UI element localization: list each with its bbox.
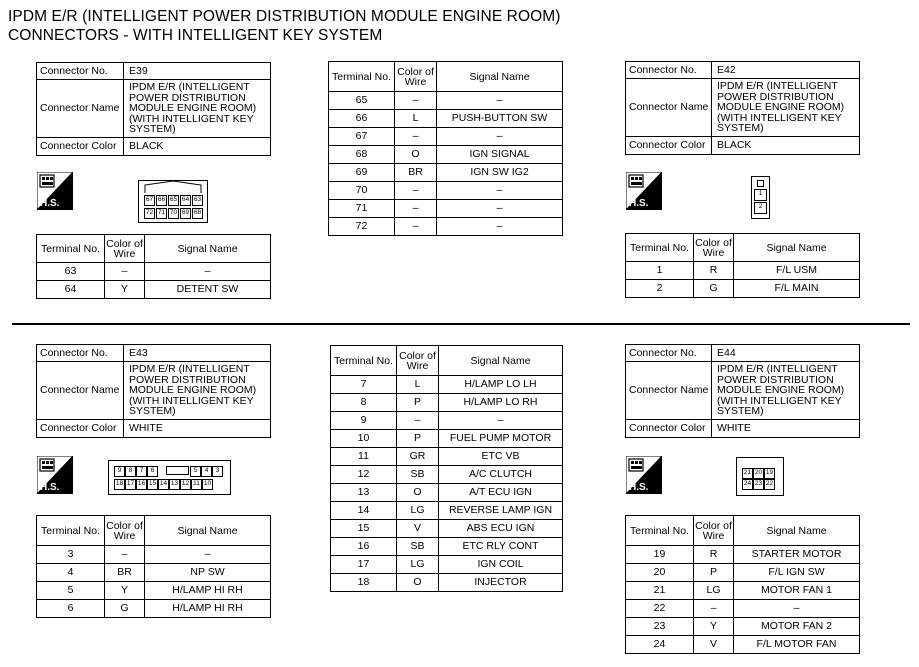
signal-name-cell: – — [439, 412, 563, 430]
pin: 13 — [169, 479, 180, 490]
terminal-no-cell: 68 — [329, 146, 395, 164]
pin: 71 — [156, 208, 167, 219]
terminal-no-cell: 24 — [626, 636, 694, 654]
terminal-no-cell: 69 — [329, 164, 395, 182]
signal-name-cell: INJECTOR — [439, 574, 563, 592]
terminal-no-cell: 1 — [626, 262, 694, 280]
terminal-no-header: Terminal No. — [37, 516, 105, 546]
terminal-no-cell: 9 — [331, 412, 397, 430]
page-title-line1: IPDM E/R (INTELLIGENT POWER DISTRIBUTION MODULE ENGINE ROOM) — [8, 8, 561, 25]
wire-color-cell: V — [397, 520, 439, 538]
signal-name-cell: F/L MOTOR FAN — [734, 636, 860, 654]
terminal-no-cell: 15 — [331, 520, 397, 538]
signal-name-cell: MOTOR FAN 1 — [734, 582, 860, 600]
wire-color-cell: BR — [395, 164, 437, 182]
wire-color-cell: Y — [105, 582, 145, 600]
signal-name-cell: H/LAMP HI RH — [145, 582, 271, 600]
terminal-no-cell: 64 — [37, 281, 105, 299]
signal-name-cell: F/L USM — [734, 262, 860, 280]
terminal-no-header: Terminal No. — [329, 62, 395, 92]
wire-color-cell: O — [397, 574, 439, 592]
table-row — [37, 582, 271, 600]
pin: 65 — [168, 195, 179, 206]
terminal-no-header: Terminal No. — [626, 516, 694, 546]
pin: 5 — [190, 466, 201, 477]
wire-color-cell: V — [694, 636, 734, 654]
wire-color-cell: Y — [694, 618, 734, 636]
terminal-no-cell: 23 — [626, 618, 694, 636]
table-row — [626, 262, 860, 280]
connector-color-label: Connector Color — [626, 420, 712, 438]
connector-color-value: BLACK — [124, 138, 271, 156]
signal-name-cell: – — [734, 600, 860, 618]
wire-color-cell: O — [397, 484, 439, 502]
connector-color-value: WHITE — [124, 420, 271, 438]
terminal-no-cell: 6 — [37, 600, 105, 618]
connector-no-value: E39 — [124, 63, 271, 80]
pin: 14 — [158, 479, 169, 490]
hs-label: H.S. — [629, 482, 649, 493]
connector-face-e39 — [138, 180, 208, 223]
connector-info-e44 — [625, 344, 860, 438]
signal-name-cell: – — [145, 263, 271, 281]
wire-color-cell: Y — [105, 281, 145, 299]
wire-color-cell: – — [395, 128, 437, 146]
wire-color-cell: – — [395, 182, 437, 200]
table-row — [331, 412, 563, 430]
terminal-no-cell: 65 — [329, 92, 395, 110]
signal-name-header: Signal Name — [734, 234, 860, 262]
wire-color-cell: L — [397, 376, 439, 394]
pin: 68 — [192, 208, 203, 219]
terminal-no-cell: 19 — [626, 546, 694, 564]
terminal-table-e42 — [625, 233, 860, 298]
signal-name-cell: – — [437, 182, 563, 200]
wire-color-cell: LG — [397, 502, 439, 520]
wire-color-cell: R — [694, 546, 734, 564]
table-row — [331, 556, 563, 574]
terminal-no-header: Terminal No. — [37, 235, 105, 263]
pin: 72 — [144, 208, 155, 219]
terminal-no-cell: 71 — [329, 200, 395, 218]
table-row — [331, 394, 563, 412]
terminal-no-cell: 2 — [626, 280, 694, 298]
pin: 2 — [754, 202, 767, 214]
table-row — [37, 263, 271, 281]
connector-name-label: Connector Name — [626, 362, 712, 420]
table-row — [37, 600, 271, 618]
hs-icon — [626, 172, 662, 210]
terminal-no-cell: 14 — [331, 502, 397, 520]
wire-color-cell: P — [694, 564, 734, 582]
pin: 1 — [754, 189, 767, 201]
connector-info-e43 — [36, 344, 271, 438]
terminal-no-cell: 70 — [329, 182, 395, 200]
wire-color-cell: SB — [397, 466, 439, 484]
section-divider — [12, 323, 910, 325]
terminal-no-cell: 17 — [331, 556, 397, 574]
pin: 9 — [114, 466, 125, 477]
wire-color-cell: BR — [105, 564, 145, 582]
signal-name-cell: NP SW — [145, 564, 271, 582]
signal-name-cell: – — [145, 546, 271, 564]
page-title-line2: CONNECTORS - WITH INTELLIGENT KEY SYSTEM — [8, 27, 383, 44]
pin: 70 — [168, 208, 179, 219]
wire-color-cell: G — [105, 600, 145, 618]
hs-label: H.S. — [40, 198, 60, 209]
table-row — [329, 164, 563, 182]
table-row — [626, 618, 860, 636]
terminal-no-cell: 3 — [37, 546, 105, 564]
signal-name-cell: STARTER MOTOR — [734, 546, 860, 564]
terminal-no-cell: 4 — [37, 564, 105, 582]
signal-name-cell: IGN COIL — [439, 556, 563, 574]
table-row — [331, 484, 563, 502]
signal-name-cell: F/L IGN SW — [734, 564, 860, 582]
wire-color-cell: LG — [397, 556, 439, 574]
table-row — [331, 574, 563, 592]
signal-name-cell: ETC RLY CONT — [439, 538, 563, 556]
wire-color-cell: – — [395, 92, 437, 110]
terminal-no-cell: 5 — [37, 582, 105, 600]
table-row — [329, 110, 563, 128]
pin: 6 — [147, 466, 158, 477]
signal-name-header: Signal Name — [439, 346, 563, 376]
pin: 12 — [180, 479, 191, 490]
table-row — [331, 448, 563, 466]
table-row — [331, 538, 563, 556]
terminal-no-cell: 18 — [331, 574, 397, 592]
signal-name-cell: H/LAMP HI RH — [145, 600, 271, 618]
table-row — [331, 430, 563, 448]
wire-color-cell: SB — [397, 538, 439, 556]
terminal-table-e43-continued — [330, 345, 563, 592]
terminal-table-e39 — [36, 234, 271, 299]
signal-name-header: Signal Name — [437, 62, 563, 92]
wire-color-cell: GR — [397, 448, 439, 466]
terminal-no-cell: 66 — [329, 110, 395, 128]
wire-color-cell: – — [105, 263, 145, 281]
signal-name-cell: A/T ECU IGN — [439, 484, 563, 502]
pin: 18 — [114, 479, 125, 490]
signal-name-cell: REVERSE LAMP IGN — [439, 502, 563, 520]
terminal-no-cell: 21 — [626, 582, 694, 600]
wire-color-cell: O — [395, 146, 437, 164]
table-row — [331, 520, 563, 538]
table-row — [329, 128, 563, 146]
pin: 15 — [147, 479, 158, 490]
signal-name-cell: – — [437, 218, 563, 236]
terminal-no-cell: 67 — [329, 128, 395, 146]
color-of-wire-header: Color of Wire — [105, 235, 145, 263]
wire-color-cell: – — [395, 218, 437, 236]
wire-color-cell: G — [694, 280, 734, 298]
connector-color-value: WHITE — [712, 420, 860, 438]
terminal-no-cell: 13 — [331, 484, 397, 502]
wire-color-cell: – — [105, 546, 145, 564]
signal-name-cell: H/LAMP LO RH — [439, 394, 563, 412]
signal-name-cell: DETENT SW — [145, 281, 271, 299]
connector-color-label: Connector Color — [626, 137, 712, 155]
terminal-no-header: Terminal No. — [331, 346, 397, 376]
pin: 64 — [180, 195, 191, 206]
signal-name-cell: FUEL PUMP MOTOR — [439, 430, 563, 448]
pin: 17 — [125, 479, 136, 490]
signal-name-cell: A/C CLUTCH — [439, 466, 563, 484]
signal-name-cell: – — [437, 200, 563, 218]
connector-name-value: IPDM E/R (INTELLIGENT POWER DISTRIBUTION MODULE ENGINE ROOM) (WITH INTELLIGENT KEY SYSTEM) — [712, 362, 860, 420]
table-row — [329, 218, 563, 236]
wire-color-cell: – — [694, 600, 734, 618]
terminal-no-cell: 10 — [331, 430, 397, 448]
table-row — [329, 146, 563, 164]
table-row — [329, 92, 563, 110]
table-row — [329, 182, 563, 200]
hs-icon — [37, 172, 73, 210]
hs-label: H.S. — [40, 482, 60, 493]
connector-face-e44 — [736, 457, 784, 496]
connector-color-label: Connector Color — [37, 138, 124, 156]
connector-no-value: E44 — [712, 345, 860, 362]
color-of-wire-header: Color of Wire — [397, 346, 439, 376]
connector-latch — [166, 466, 189, 475]
terminal-no-cell: 7 — [331, 376, 397, 394]
wire-color-cell: P — [397, 394, 439, 412]
color-of-wire-header: Color of Wire — [395, 62, 437, 92]
wire-color-cell: L — [395, 110, 437, 128]
pin: 19 — [764, 468, 775, 479]
signal-name-header: Signal Name — [145, 235, 271, 263]
terminal-no-cell: 16 — [331, 538, 397, 556]
pin: 67 — [144, 195, 155, 206]
pin: 22 — [764, 479, 775, 490]
connector-face-e43 — [108, 460, 231, 495]
connector-color-label: Connector Color — [37, 420, 124, 438]
pin: 4 — [201, 466, 212, 477]
terminal-no-cell: 12 — [331, 466, 397, 484]
terminal-no-cell: 22 — [626, 600, 694, 618]
connector-name-label: Connector Name — [626, 79, 712, 137]
signal-name-header: Signal Name — [145, 516, 271, 546]
terminal-table-e43 — [36, 515, 271, 618]
connector-name-label: Connector Name — [37, 80, 124, 138]
wire-color-cell: – — [395, 200, 437, 218]
connector-face-e42 — [751, 176, 770, 219]
pin: 3 — [212, 466, 223, 477]
wire-color-cell: P — [397, 430, 439, 448]
pin: 24 — [742, 479, 753, 490]
connector-no-label: Connector No. — [626, 62, 712, 79]
connector-name-value: IPDM E/R (INTELLIGENT POWER DISTRIBUTION MODULE ENGINE ROOM) (WITH INTELLIGENT KEY SYSTEM) — [124, 362, 271, 420]
terminal-no-cell: 11 — [331, 448, 397, 466]
signal-name-cell: H/LAMP LO LH — [439, 376, 563, 394]
wire-color-cell: LG — [694, 582, 734, 600]
document-code — [0, 600, 1, 656]
color-of-wire-header: Color of Wire — [105, 516, 145, 546]
connector-color-value: BLACK — [712, 137, 860, 155]
pin: 69 — [180, 208, 191, 219]
color-of-wire-header: Color of Wire — [694, 234, 734, 262]
pin: 63 — [192, 195, 203, 206]
table-row — [331, 466, 563, 484]
signal-name-cell: ABS ECU IGN — [439, 520, 563, 538]
signal-name-cell: – — [437, 92, 563, 110]
signal-name-cell: F/L MAIN — [734, 280, 860, 298]
connector-info-e39 — [36, 62, 271, 156]
pin: 23 — [753, 479, 764, 490]
signal-name-cell: – — [437, 128, 563, 146]
pin: 11 — [191, 479, 202, 490]
pin: 8 — [125, 466, 136, 477]
hs-label: H.S. — [629, 198, 649, 209]
hs-icon — [626, 456, 662, 494]
connector-no-value: E43 — [124, 345, 271, 362]
connector-name-value: IPDM E/R (INTELLIGENT POWER DISTRIBUTION MODULE ENGINE ROOM) (WITH INTELLIGENT KEY SYSTEM) — [124, 80, 271, 138]
table-row — [626, 280, 860, 298]
signal-name-cell: IGN SIGNAL — [437, 146, 563, 164]
connector-name-value: IPDM E/R (INTELLIGENT POWER DISTRIBUTION MODULE ENGINE ROOM) (WITH INTELLIGENT KEY SYSTEM) — [712, 79, 860, 137]
terminal-no-cell: 72 — [329, 218, 395, 236]
terminal-no-cell: 8 — [331, 394, 397, 412]
connector-no-label: Connector No. — [37, 345, 124, 362]
pin: 66 — [156, 195, 167, 206]
pin: 16 — [136, 479, 147, 490]
pin: 7 — [136, 466, 147, 477]
table-row — [331, 502, 563, 520]
table-row — [626, 564, 860, 582]
pin: 20 — [753, 468, 764, 479]
table-row — [626, 582, 860, 600]
signal-name-cell: ETC VB — [439, 448, 563, 466]
table-row — [331, 376, 563, 394]
table-row — [626, 546, 860, 564]
wire-color-cell: – — [397, 412, 439, 430]
terminal-no-cell: 63 — [37, 263, 105, 281]
table-row — [329, 200, 563, 218]
pin: 21 — [742, 468, 753, 479]
color-of-wire-header: Color of Wire — [694, 516, 734, 546]
wire-color-cell: R — [694, 262, 734, 280]
signal-name-cell: IGN SW IG2 — [437, 164, 563, 182]
table-row — [626, 636, 860, 654]
table-row — [37, 546, 271, 564]
terminal-no-header: Terminal No. — [626, 234, 694, 262]
connector-info-e42 — [625, 61, 860, 155]
terminal-table-e44 — [625, 515, 860, 654]
connector-no-label: Connector No. — [626, 345, 712, 362]
signal-name-cell: PUSH-BUTTON SW — [437, 110, 563, 128]
terminal-no-cell: 20 — [626, 564, 694, 582]
table-row — [37, 281, 271, 299]
table-row — [626, 600, 860, 618]
table-row — [37, 564, 271, 582]
hs-icon — [37, 456, 73, 494]
signal-name-header: Signal Name — [734, 516, 860, 546]
connector-no-value: E42 — [712, 62, 860, 79]
connector-name-label: Connector Name — [37, 362, 124, 420]
connector-no-label: Connector No. — [37, 63, 124, 80]
terminal-table-e39-continued — [328, 61, 563, 236]
pin: 10 — [202, 479, 213, 490]
signal-name-cell: MOTOR FAN 2 — [734, 618, 860, 636]
